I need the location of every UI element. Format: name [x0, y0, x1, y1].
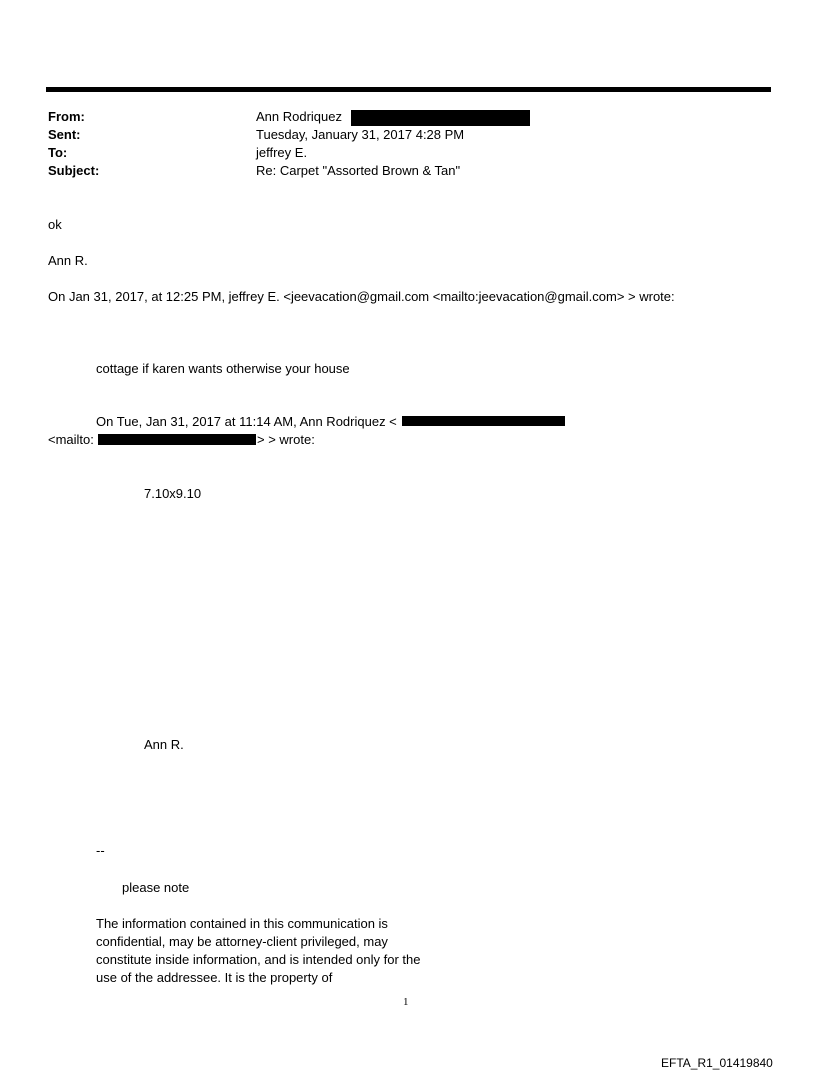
- mailto-prefix: <mailto:: [48, 432, 94, 447]
- from-label: From:: [48, 109, 85, 124]
- subject-label: Subject:: [48, 163, 100, 178]
- redaction-from-email: [351, 110, 530, 126]
- signature: Ann R.: [48, 253, 88, 268]
- from-value: Ann Rodriquez: [256, 109, 342, 124]
- carpet-dimensions: 7.10x9.10: [144, 486, 202, 501]
- signature-separator: --: [96, 843, 105, 858]
- confidentiality-disclaimer: The information contained in this communication is confidential, may be attorney-client privileged, may constitute inside information, and is intended only for the use of the addressee. It is the property of: [96, 916, 421, 985]
- header-rule: [46, 87, 771, 92]
- quoted-reply-text: cottage if karen wants otherwise your house: [96, 361, 350, 376]
- nested-quote-header: On Tue, Jan 31, 2017 at 11:14 AM, Ann Rodriquez <: [96, 414, 397, 429]
- mailto-suffix: > > wrote:: [257, 432, 315, 447]
- nested-signature: Ann R.: [144, 737, 184, 752]
- to-value: jeffrey E.: [256, 145, 308, 160]
- redaction-mailto-address: [98, 434, 256, 445]
- bates-number: EFTA_R1_01419840: [661, 1056, 773, 1070]
- to-label: To:: [48, 145, 68, 160]
- sent-label: Sent:: [48, 127, 81, 142]
- quote-header: On Jan 31, 2017, at 12:25 PM, jeffrey E. <jeevacation@gmail.com <mailto:jeevacation@gmail.com> > wrote:: [48, 289, 675, 304]
- page-number: 1: [403, 996, 409, 1008]
- subject-value: Re: Carpet "Assorted Brown & Tan": [256, 163, 461, 178]
- please-note: please note: [122, 880, 190, 895]
- redaction-sender-email: [402, 416, 565, 426]
- sent-value: Tuesday, January 31, 2017 4:28 PM: [256, 127, 465, 142]
- reply-text: ok: [48, 217, 62, 232]
